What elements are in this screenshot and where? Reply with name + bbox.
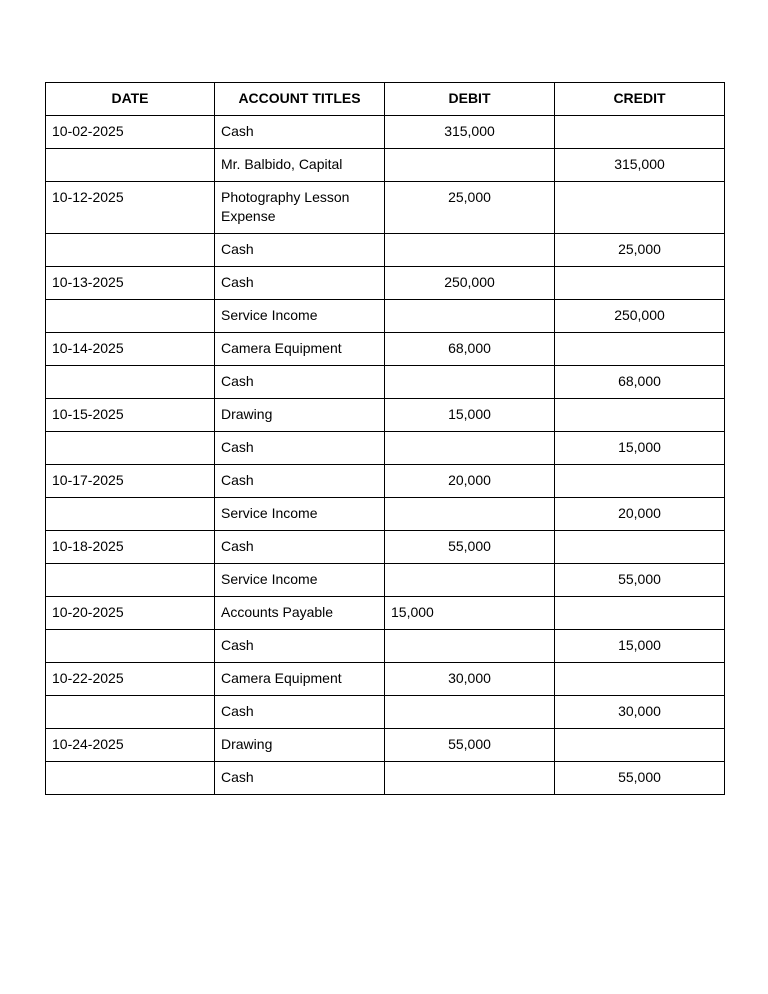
account-cell: Cash (215, 762, 385, 795)
table-row (46, 300, 725, 333)
date-cell: 10-20-2025 (46, 597, 215, 630)
date-cell: 10-15-2025 (46, 399, 215, 432)
credit-cell (555, 663, 725, 696)
table-row (46, 630, 725, 663)
account-cell: Cash (215, 630, 385, 663)
table-row (46, 234, 725, 267)
debit-cell: 250,000 (385, 267, 555, 300)
debit-cell: 20,000 (385, 465, 555, 498)
credit-cell: 68,000 (555, 366, 725, 399)
account-cell: Cash (215, 465, 385, 498)
table-row (46, 465, 725, 498)
account-cell: Cash (215, 696, 385, 729)
date-cell (46, 366, 215, 399)
header-debit: DEBIT (385, 83, 555, 116)
credit-cell: 15,000 (555, 432, 725, 465)
header-credit: CREDIT (555, 83, 725, 116)
debit-cell (385, 696, 555, 729)
date-cell (46, 762, 215, 795)
date-cell: 10-02-2025 (46, 116, 215, 149)
table-row (46, 531, 725, 564)
credit-cell: 15,000 (555, 630, 725, 663)
debit-cell: 55,000 (385, 729, 555, 762)
table-row (46, 333, 725, 366)
table-row (46, 564, 725, 597)
credit-cell: 250,000 (555, 300, 725, 333)
date-cell (46, 234, 215, 267)
table-row (46, 149, 725, 182)
credit-cell (555, 465, 725, 498)
account-cell: Service Income (215, 300, 385, 333)
header-account-titles: ACCOUNT TITLES (215, 83, 385, 116)
debit-cell (385, 149, 555, 182)
credit-cell: 25,000 (555, 234, 725, 267)
credit-cell (555, 182, 725, 234)
header-row (46, 83, 725, 116)
table-row (46, 116, 725, 149)
account-cell: Camera Equipment (215, 333, 385, 366)
credit-cell: 20,000 (555, 498, 725, 531)
account-cell: Cash (215, 234, 385, 267)
date-cell (46, 564, 215, 597)
journal-entries-table (45, 82, 725, 795)
date-cell: 10-24-2025 (46, 729, 215, 762)
date-cell (46, 630, 215, 663)
account-cell: Cash (215, 267, 385, 300)
debit-cell (385, 300, 555, 333)
debit-cell (385, 498, 555, 531)
debit-cell (385, 630, 555, 663)
account-cell: Cash (215, 366, 385, 399)
date-cell (46, 432, 215, 465)
date-cell: 10-13-2025 (46, 267, 215, 300)
credit-cell: 55,000 (555, 762, 725, 795)
debit-cell: 68,000 (385, 333, 555, 366)
debit-cell (385, 564, 555, 597)
account-cell: Service Income (215, 564, 385, 597)
table-row (46, 729, 725, 762)
table-row (46, 762, 725, 795)
debit-cell: 315,000 (385, 116, 555, 149)
account-cell: Cash (215, 531, 385, 564)
credit-cell (555, 267, 725, 300)
account-cell: Mr. Balbido, Capital (215, 149, 385, 182)
account-cell: Camera Equipment (215, 663, 385, 696)
table-row (46, 498, 725, 531)
table-row (46, 182, 725, 234)
account-cell: Cash (215, 432, 385, 465)
date-cell: 10-12-2025 (46, 182, 215, 234)
date-cell: 10-18-2025 (46, 531, 215, 564)
date-cell: 10-22-2025 (46, 663, 215, 696)
debit-cell: 15,000 (385, 399, 555, 432)
date-cell (46, 498, 215, 531)
header-date: DATE (46, 83, 215, 116)
credit-cell (555, 116, 725, 149)
table-row (46, 597, 725, 630)
debit-cell (385, 762, 555, 795)
credit-cell: 55,000 (555, 564, 725, 597)
table-row (46, 663, 725, 696)
table-row (46, 696, 725, 729)
debit-cell: 55,000 (385, 531, 555, 564)
debit-cell: 15,000 (385, 597, 555, 630)
credit-cell: 315,000 (555, 149, 725, 182)
date-cell: 10-17-2025 (46, 465, 215, 498)
credit-cell (555, 399, 725, 432)
date-cell (46, 300, 215, 333)
account-cell: Service Income (215, 498, 385, 531)
account-cell: Photography Lesson Expense (215, 182, 385, 234)
account-cell: Accounts Payable (215, 597, 385, 630)
credit-cell (555, 531, 725, 564)
date-cell (46, 696, 215, 729)
credit-cell (555, 597, 725, 630)
date-cell: 10-14-2025 (46, 333, 215, 366)
account-cell: Cash (215, 116, 385, 149)
account-cell: Drawing (215, 729, 385, 762)
debit-cell: 30,000 (385, 663, 555, 696)
debit-cell: 25,000 (385, 182, 555, 234)
debit-cell (385, 366, 555, 399)
credit-cell: 30,000 (555, 696, 725, 729)
table-row (46, 399, 725, 432)
account-cell: Drawing (215, 399, 385, 432)
credit-cell (555, 729, 725, 762)
table-row (46, 366, 725, 399)
table-row (46, 267, 725, 300)
debit-cell (385, 432, 555, 465)
credit-cell (555, 333, 725, 366)
debit-cell (385, 234, 555, 267)
date-cell (46, 149, 215, 182)
table-row (46, 432, 725, 465)
